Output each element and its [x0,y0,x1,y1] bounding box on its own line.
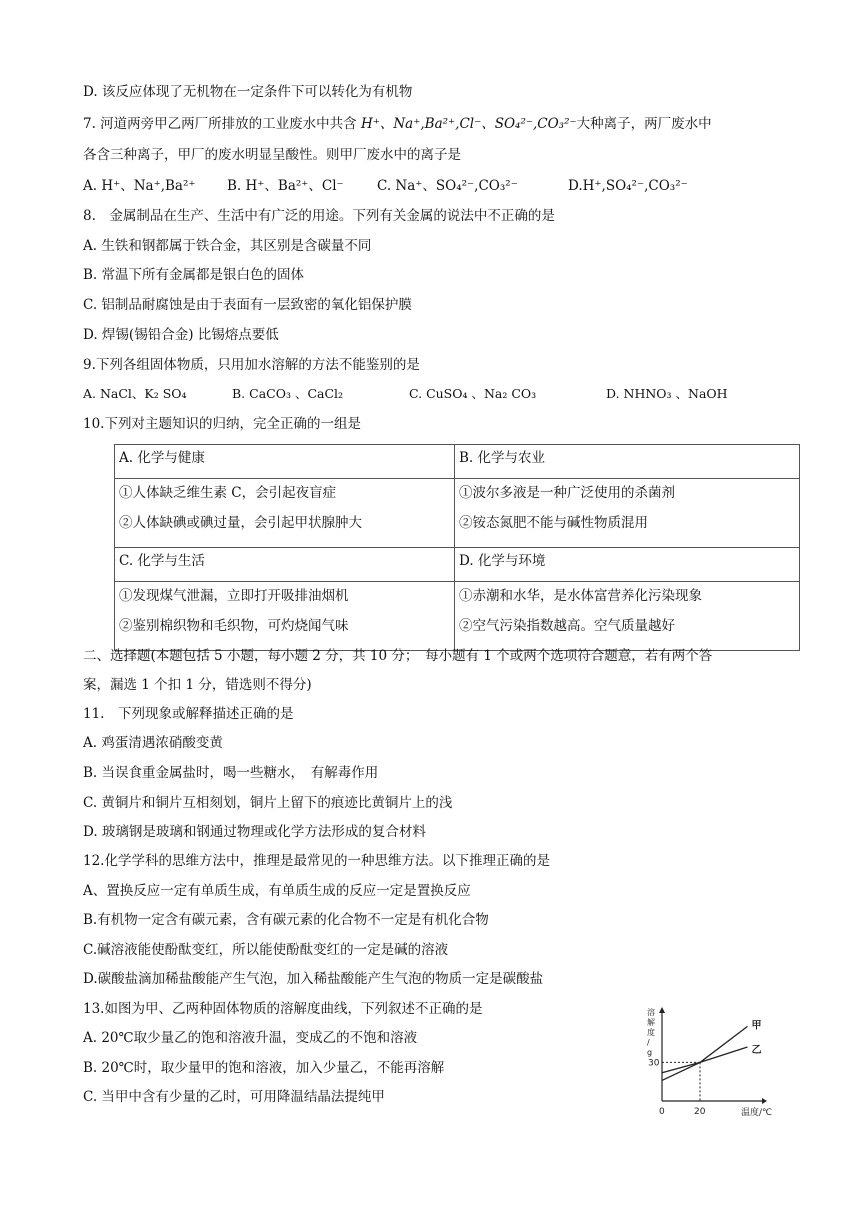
series-line-2 [662,1047,748,1073]
series-line-1 [662,1026,748,1080]
q11-option-a: A. 鸡蛋清遇浓硝酸变黄 [83,735,223,751]
q7-option-d: D.H⁺,SO₄²⁻,CO₃²⁻ [568,178,688,194]
q12-stem: 12.化学学科的思维方法中，推理是最常见的一种思维方法。以下推理正确的是 [83,853,550,869]
q12-option-a: A、置换反应一定有单质生成，有单质生成的反应一定是置换反应 [83,883,471,899]
q7-stem-a: 7. 河道两旁甲乙两厂所排放的工业废水中共含 [83,116,361,132]
q11-option-d: D. 玻璃钢是玻璃和钢通过物理或化学方法形成的复合材料 [83,824,426,840]
cell-a-body [115,479,455,548]
q13-option-c: C. 当甲中含有少量的乙时，可用降温结晶法提纯甲 [83,1089,385,1105]
q13-stem: 13.如图为甲、乙两种固体物质的溶解度曲线，下列叙述不正确的是 [83,1001,483,1017]
section-2-heading-a: 二、选择题(本题包括 5 小题，每小题 2 分，共 10 分； 每小题有 1 个或两个选项符合题意，若有两个答 [83,648,713,664]
x-tick-label: 0 [659,1107,665,1117]
q12-option-b: B.有机物一定含有碳元素，含有碳元素的化合物不一定是有机化合物 [83,912,489,928]
q7-option-a: A. H⁺、Na⁺,Ba²⁺ [83,178,196,194]
q9-stem: 9.下列各组固体物质，只用加水溶解的方法不能鉴别的是 [83,357,420,373]
q8-option-d: D. 焊锡(锡铅合金) 比锡熔点要低 [83,327,279,343]
cell-a-item-2: ②人体缺碘或碘过量，会引起甲状腺肿大 [119,515,362,531]
x-axis-label: 温度/℃ [741,1108,773,1118]
solubility-chart [640,1005,780,1120]
y-axis-arrow [659,1007,665,1013]
q7-stem-b: 大种离子，两厂废水中 [576,116,712,132]
cell-c-body [115,582,455,651]
section-2-heading-b: 案，漏选 1 个扣 1 分，错选则不得分) [83,677,312,693]
x-tick-label: 20 [694,1107,706,1117]
cell-c-item-2: ②鉴别棉织物和毛织物，可灼烧闻气味 [119,618,349,634]
cell-d-body [455,582,800,651]
q13-option-a: A. 20℃取少量乙的饱和溶液升温，变成乙的不饱和溶液 [83,1030,418,1046]
q11-stem: 11. 下列现象或解释描述正确的是 [83,706,294,722]
cell-b-head: B. 化学与农业 [455,445,800,479]
q13-option-b: B. 20℃时，取少量甲的饱和溶液，加入少量乙，不能再溶解 [83,1060,445,1076]
series-label-2: 乙 [751,1045,762,1056]
x-axis-arrow [762,1098,767,1104]
cell-a-item-1: ①人体缺乏维生素 C，会引起夜盲症 [119,485,337,501]
cell-b-body [455,479,800,548]
cell-c-item-1: ①发现煤气泄漏，立即打开吸排油烟机 [119,588,349,604]
q9-option-a: A. NaCl、K₂ SO₄ [83,386,187,401]
q7-option-c: C. Na⁺、SO₄²⁻,CO₃²⁻ [377,178,518,194]
q8-option-b: B. 常温下所有金属都是银白色的固体 [83,267,305,283]
q8-option-a: A. 生铁和钢都属于铁合金，其区别是含碳量不同 [83,238,372,254]
q10-stem: 10.下列对主题知识的归纳，完全正确的一组是 [83,416,361,432]
cell-a-head: A. 化学与健康 [115,445,455,479]
cell-c-head: C. 化学与生活 [115,548,455,582]
q11-option-b: B. 当误食重金属盐时，喝一些糖水， 有解毒作用 [83,765,379,781]
q8-stem: 8. 金属制品在生产、生活中有广泛的用途。下列有关金属的说法中不正确的是 [83,208,555,224]
q7-stem-c: 各含三种离子，甲厂的废水明显呈酸性。则甲厂废水中的离子是 [83,147,461,163]
q12-option-c: C.碱溶液能使酚酞变红，所以能使酚酞变红的一定是碱的溶液 [83,942,449,958]
q9-option-b: B. CaCO₃ 、CaCl₂ [232,386,344,401]
q9-option-c: C. CuSO₄ 、Na₂ CO₃ [409,386,537,401]
series-label-1: 甲 [751,1020,762,1032]
cell-d-item-1: ①赤潮和水华，是水体富营养化污染现象 [459,588,702,604]
cell-d-item-2: ②空气污染指数越高。空气质量越好 [459,618,675,634]
cell-b-item-1: ①波尔多液是一种广泛使用的杀菌剂 [459,485,675,501]
q10-table [114,444,800,651]
q7-option-b: B. H⁺、Ba²⁺、Cl⁻ [227,178,344,194]
q12-option-d: D.碳酸盐滴加稀盐酸能产生气泡，加入稀盐酸能产生气泡的物质一定是碳酸盐 [83,971,544,987]
q8-option-c: C. 铝制品耐腐蚀是由于表面有一层致密的氧化铝保护膜 [83,297,412,313]
cell-d-head: D. 化学与环境 [455,548,800,582]
q11-option-c: C. 黄铜片和铜片互相刻划，铜片上留下的痕迹比黄铜片上的浅 [83,795,453,811]
cell-b-item-2: ②铵态氮肥不能与碱性物质混用 [459,515,648,531]
q9-option-d: D. NHNO₃ 、NaOH [606,386,728,401]
y-tick-label: 30 [648,1058,660,1069]
q7-ions: H⁺、Na⁺,Ba²⁺,Cl⁻、SO₄²⁻,CO₃²⁻ [360,116,577,132]
option-d-prev: D. 该反应体现了无机物在一定条件下可以转化为有机物 [83,84,413,100]
q7-stem [83,114,712,134]
y-axis-label: 溶解度/ g [647,1008,655,1057]
